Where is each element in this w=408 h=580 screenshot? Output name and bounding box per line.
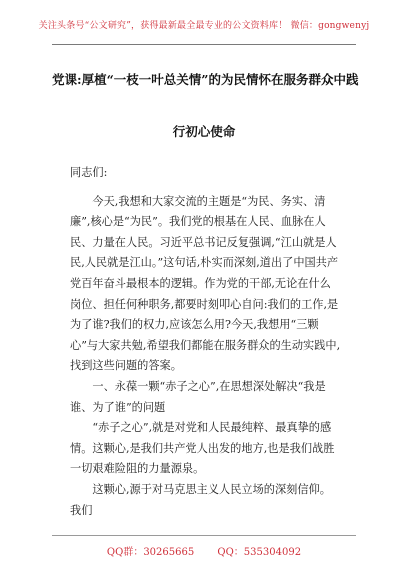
qq-text: QQ：535304092 [217,547,302,558]
paragraph-3: 这颗心,源于对马克思主义人民立场的深刻信仰。我们 [70,482,331,517]
section-heading-1: 一、永葆一颗“赤子之心”,在思想深处解决“我是谁、为了谁”的问题 [70,379,326,414]
header-divider [52,44,356,45]
greeting: 同志们: [70,166,108,179]
footer [0,543,408,558]
document-body [70,163,342,521]
paragraph-2: “赤子之心”,就是对党和人民最纯粹、最真挚的感情。这颗心,是我们共产党人出发的地方,也是我们战胜一切艰难险阻的力量源泉。 [70,421,335,476]
qq-group-text: QQ群：30265665 [106,547,195,558]
paragraph-1: 今天,我想和大家交流的主题是“为民、务实、清廉”,核心是“为民”。我们党的根基在人民、血脉在人民、力量在人民。习近平总书记反复强调,“江山就是人民,人民就是江山。”这句话,朴实而深刻,道出了中国共产党百年奋斗最根本的逻辑。作为党的干部,无论在什么岗位、担任何种职务,都要时刻叩心自问:我们的工作,是为了谁?我们的权力,应该怎么用?今天,我想用“三颗心”与大家共勉,希望我们都能在服务群众的生动实践中,找到这些问题的答案。 [70,194,341,373]
header-note: 关注头条号“公文研究”，获得最新最全最专业的公文资料库！ 微信：gongwenyj [38,21,370,31]
title-line-1: 党课:厚植“一枝一叶总关情”的为民情怀在服务群众中践 [52,72,359,87]
title-line-2: 行初心使命 [172,124,236,139]
footer-divider [52,535,356,536]
